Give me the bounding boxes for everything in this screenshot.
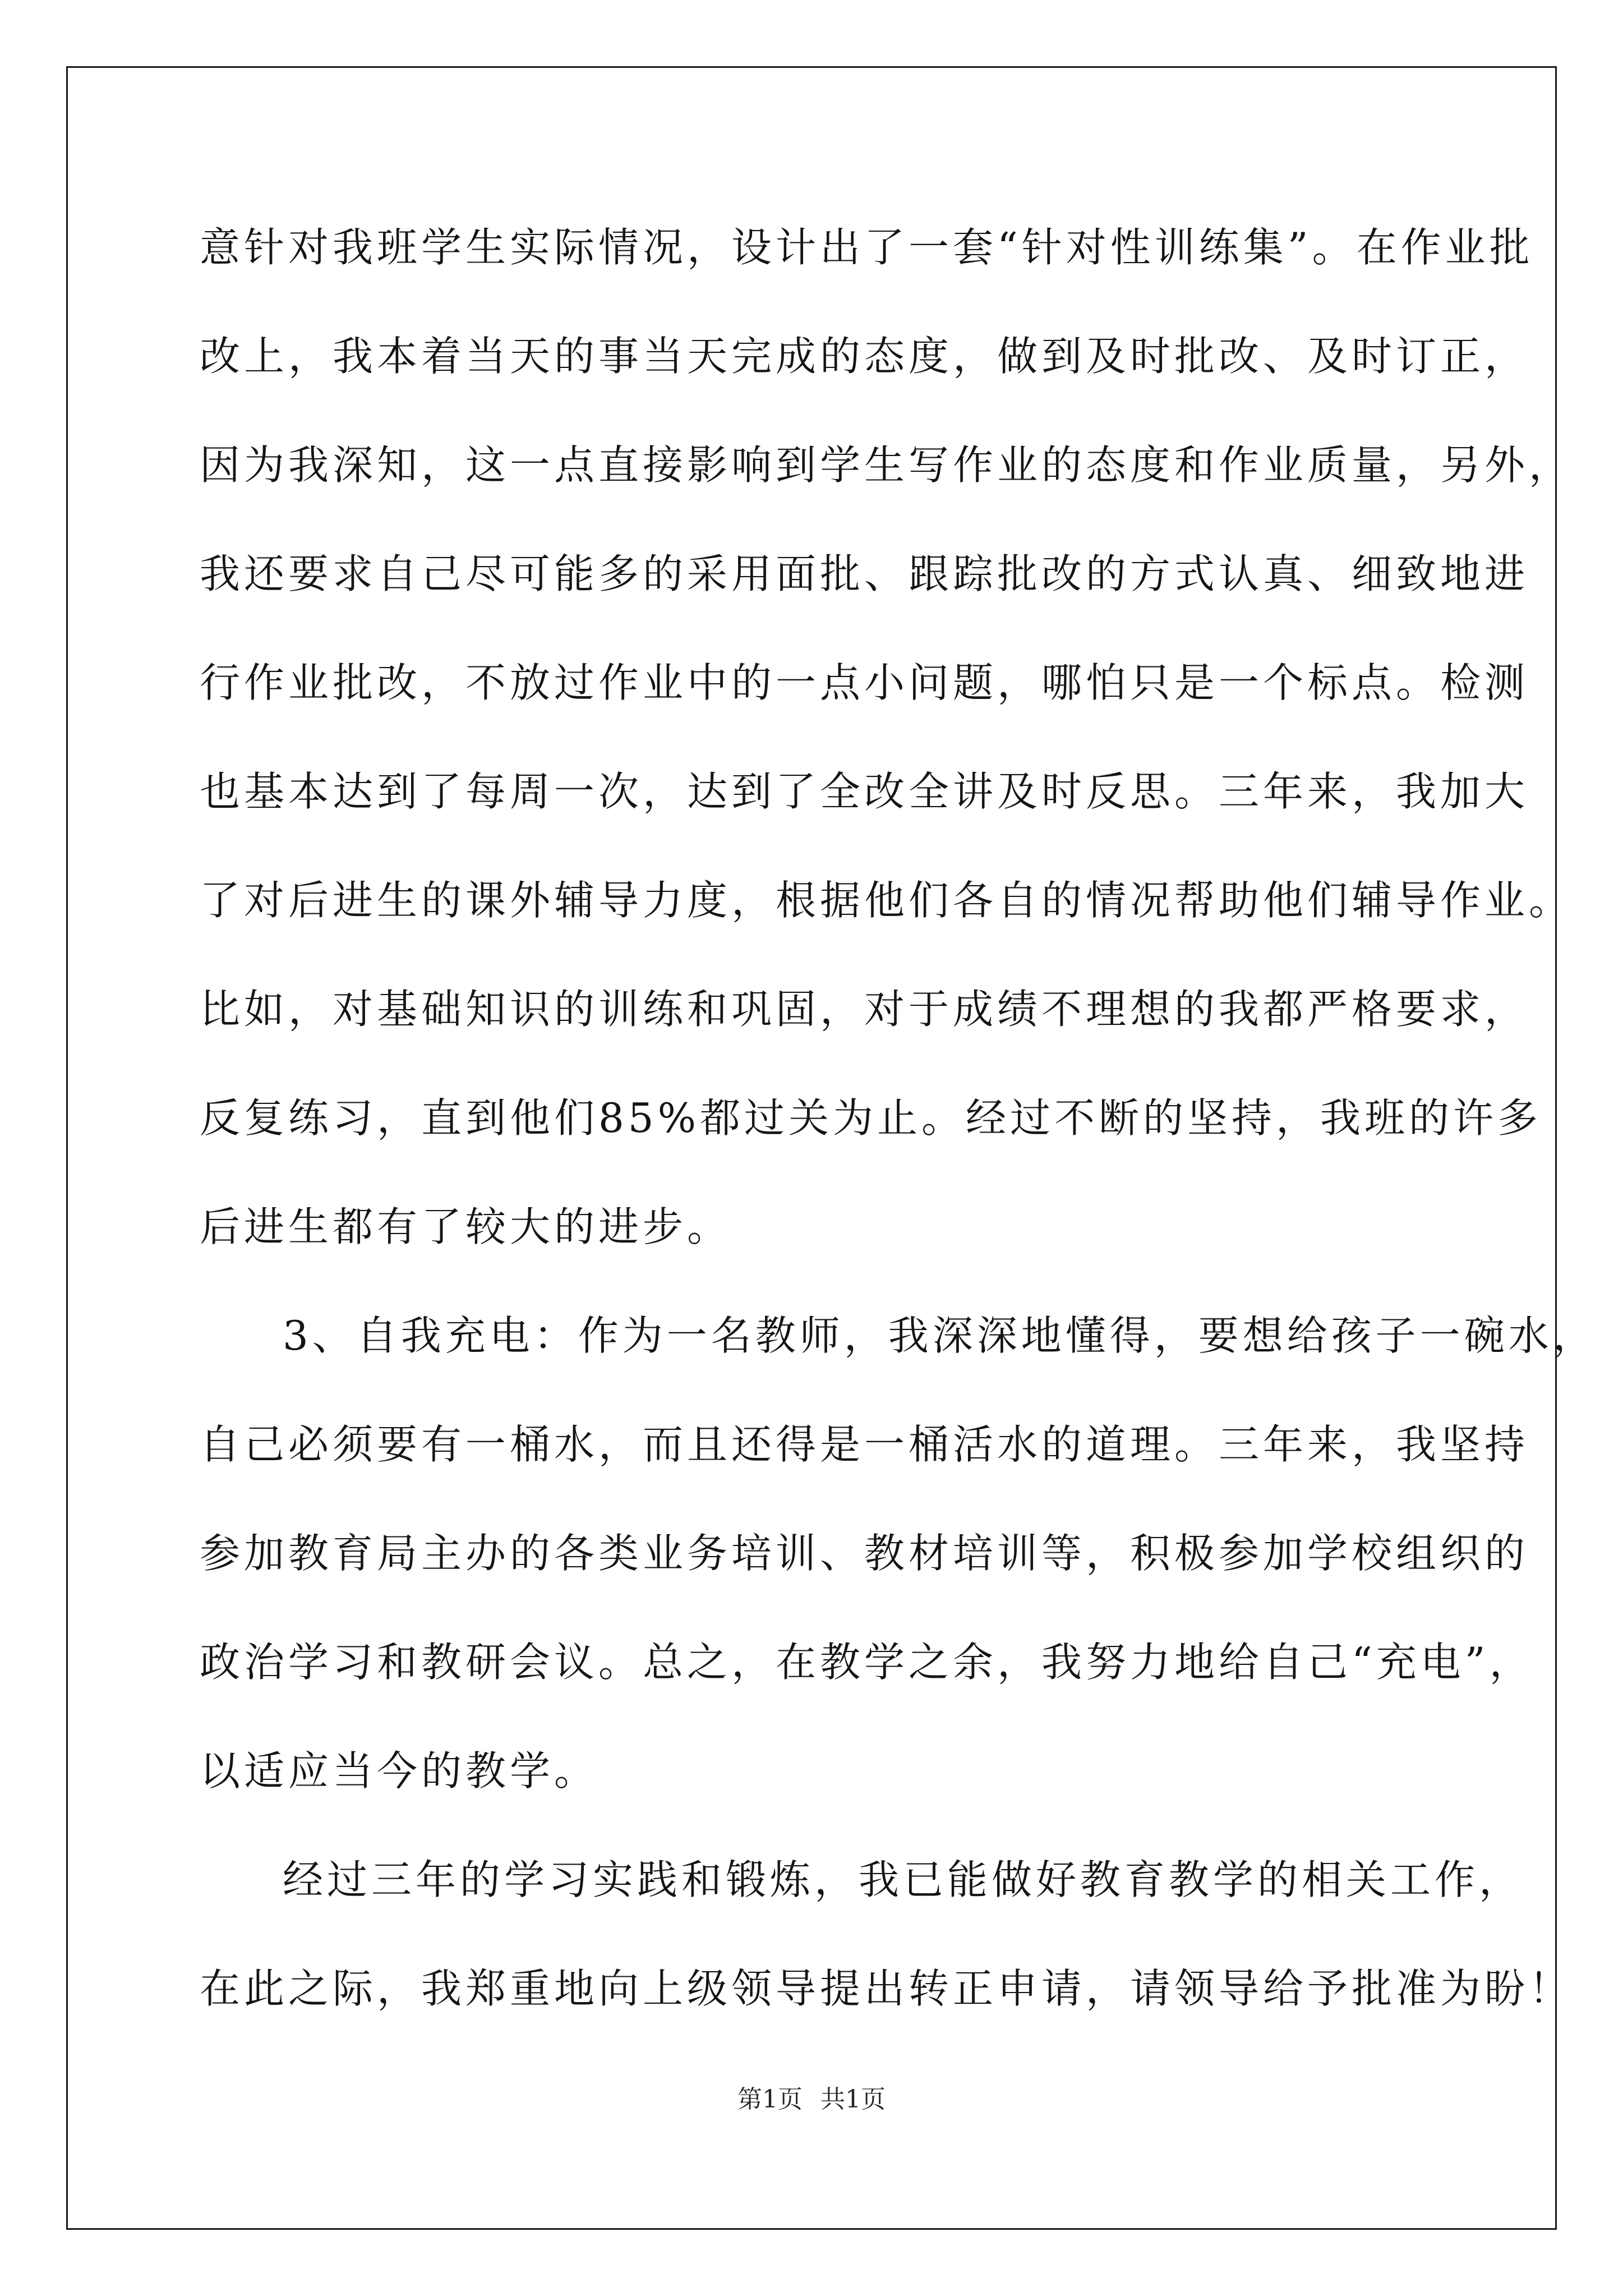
text-line: 改上，我本着当天的事当天完成的态度，做到及时批改、及时订正， <box>200 333 1529 380</box>
text-line: 也基本达到了每周一次，达到了全改全讲及时反思。三年来，我加大 <box>200 768 1529 815</box>
text-line: 以适应当今的教学。 <box>200 1747 599 1795</box>
text-line: 比如，对基础知识的训练和巩固，对于成绩不理想的我都严格要求， <box>200 986 1529 1033</box>
text-line: 自己必须要有一桶水，而且还得是一桶活水的道理。三年来，我坚持 <box>200 1421 1529 1468</box>
text-line: 3、自我充电：作为一名教师，我深深地懂得，要想给孩子一碗水， <box>283 1312 1597 1359</box>
text-line: 经过三年的学习实践和锻炼，我已能做好教育教学的相关工作， <box>283 1856 1524 1903</box>
text-line: 反复练习，直到他们85%都过关为止。经过不断的坚持，我班的许多 <box>200 1094 1542 1142</box>
text-line: 行作业批改，不放过作业中的一点小问题，哪怕只是一个标点。检测 <box>200 659 1529 706</box>
text-line: 在此之际，我郑重地向上级领导提出转正申请，请领导给予批准为盼！ <box>200 1965 1574 2012</box>
text-line: 参加教育局主办的各类业务培训、教材培训等，积极参加学校组织的 <box>200 1530 1529 1577</box>
text-line: 因为我深知，这一点直接影响到学生写作业的态度和作业质量，另外， <box>200 441 1574 489</box>
text-line: 了对后进生的课外辅导力度，根据他们各自的情况帮助他们辅导作业。 <box>200 877 1574 924</box>
page-number: 第1页 <box>737 2085 803 2114</box>
text-line: 意针对我班学生实际情况，设计出了一套“针对性训练集”。在作业批 <box>200 224 1534 271</box>
document-body <box>200 219 1597 2069</box>
page-footer <box>0 2079 1623 2115</box>
text-line: 后进生都有了较大的进步。 <box>200 1203 732 1250</box>
text-line: 我还要求自己尽可能多的采用面批、跟踪批改的方式认真、细致地进 <box>200 550 1529 597</box>
page-total: 共1页 <box>820 2085 886 2114</box>
text-line: 政治学习和教研会议。总之，在教学之余，我努力地给自己“充电”， <box>200 1639 1534 1686</box>
